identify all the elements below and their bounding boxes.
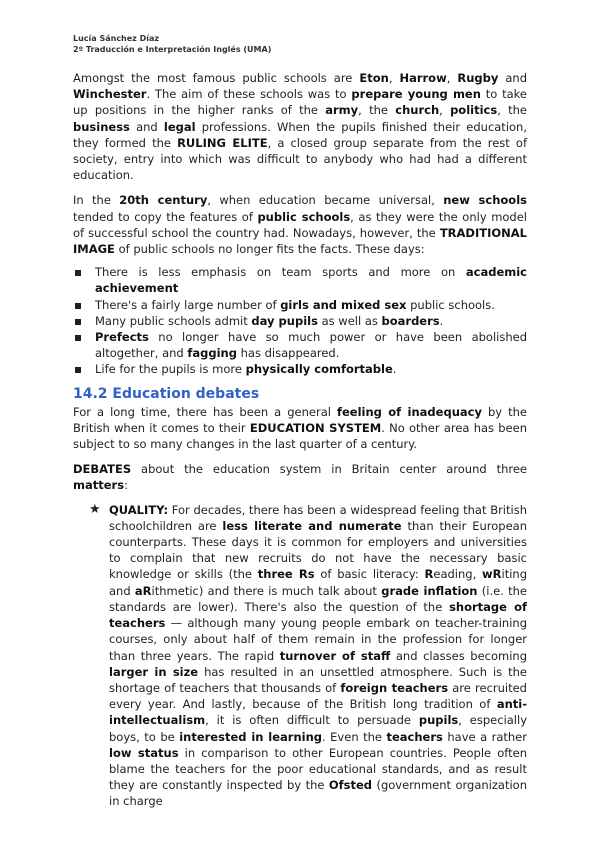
bold-term: Harrow bbox=[399, 71, 447, 85]
square-bullet-icon bbox=[75, 335, 81, 341]
bold-term: low status bbox=[109, 745, 179, 760]
list-item-text: Many public schools admit day pupils as well as boarders. bbox=[95, 313, 444, 328]
list-item-text: Life for the pupils is more physically comfortable. bbox=[95, 362, 397, 377]
star-icon: ★ bbox=[89, 501, 101, 517]
section-heading: 14.2 Education debates bbox=[73, 385, 260, 402]
paragraph-public-schools: Amongst the most famous public schools are Eton, Harrow, Rugby and Winchester. The aim of these schools was to prepare young men to take up positions in the higher ranks of the army, the church, politics, the business and legal professions. When the pupils finished their education, they formed the RULING ELITE, a closed group separate from the rest of society, entry into which was difficult to anybody who had had a different education. bbox=[73, 71, 528, 183]
bold-term: army bbox=[325, 103, 359, 118]
bold-term: politics bbox=[450, 103, 498, 118]
bold-term: Ofsted bbox=[328, 778, 373, 793]
bold-term: physically comfortable bbox=[245, 362, 393, 377]
list-item-text: Prefects no longer have so much power or have been abolished altogether, and fagging has disappeared. bbox=[95, 330, 527, 361]
bold-term: teachers bbox=[386, 729, 443, 744]
bold-term: Rugby bbox=[457, 71, 499, 85]
square-bullet-icon bbox=[75, 303, 81, 309]
bold-term: church bbox=[395, 103, 440, 118]
bold-term: Eton bbox=[359, 71, 389, 85]
bold-term: QUALITY: bbox=[109, 502, 169, 517]
paragraph-20th-century: In the 20th century, when education became universal, new schools tended to copy the features of public schools, as they were the only model of successful school the country had. Nowadays, however, the TRADITIONAL IMAGE of public schools no longer fits the facts. These days: bbox=[73, 193, 528, 257]
bold-term: larger in size bbox=[109, 664, 199, 679]
page-header bbox=[73, 33, 271, 55]
bold-term: prepare young men bbox=[351, 87, 481, 102]
bold-term: RULING ELITE bbox=[177, 135, 268, 150]
author-name: Lucía Sánchez Díaz bbox=[73, 34, 160, 43]
bold-term: Prefects bbox=[95, 330, 149, 345]
bold-term: 20th century bbox=[119, 193, 208, 208]
bold-term: matters bbox=[73, 478, 125, 493]
list-item-text: There is less emphasis on team sports and more on academic achievement bbox=[95, 265, 527, 296]
square-bullet-icon bbox=[75, 367, 81, 373]
bold-term: Winchester bbox=[73, 87, 147, 102]
bold-term: TRADITIONAL IMAGE bbox=[73, 225, 527, 257]
bold-term: R bbox=[424, 567, 434, 582]
bold-term: public schools bbox=[257, 209, 351, 224]
list-item bbox=[73, 297, 527, 313]
bold-term: business bbox=[73, 119, 130, 134]
public-schools-changes-list bbox=[73, 264, 527, 377]
bold-term: interested in learning bbox=[179, 729, 323, 744]
document-body bbox=[73, 70, 527, 810]
list-item bbox=[73, 313, 527, 329]
course-name: 2º Traducción e Interpretación Inglés (UMA) bbox=[73, 45, 272, 54]
bold-term: anti-intellectualism bbox=[109, 697, 527, 728]
bold-term: day pupils bbox=[251, 313, 318, 328]
bold-term: shortage of teachers bbox=[109, 599, 527, 631]
list-item bbox=[73, 264, 527, 296]
bold-term: grade inflation bbox=[381, 583, 478, 598]
quality-item bbox=[73, 502, 527, 810]
list-item bbox=[73, 361, 527, 377]
bold-term: less literate and numerate bbox=[222, 518, 402, 533]
bold-term: DEBATES bbox=[73, 462, 132, 477]
paragraph-debates: DEBATES about the education system in Britain center around three matters: bbox=[73, 462, 527, 493]
bold-term: aR bbox=[134, 583, 152, 598]
bold-term: foreign teachers bbox=[340, 680, 449, 695]
bold-term: new schools bbox=[443, 193, 527, 208]
bold-term: wR bbox=[482, 567, 502, 582]
bold-term: feeling of inadequacy bbox=[336, 404, 482, 419]
list-item bbox=[73, 329, 527, 361]
bold-term: girls and mixed sex bbox=[280, 297, 407, 312]
bold-term: pupils bbox=[418, 713, 459, 728]
bold-term: academic achievement bbox=[95, 265, 527, 296]
bold-term: boarders bbox=[381, 313, 440, 328]
list-item-text: There's a fairly large number of girls and mixed sex public schools. bbox=[95, 297, 495, 312]
quality-text: QUALITY: For decades, there has been a widespread feeling that British schoolchildren are less literate and numerate than their European counterparts. These days it is common for employers and universities to complain that new recruits do not have the necessary basic knowledge or skills (the three Rs of basic literacy: Reading, wRiting and aRithmetic) and there is much talk about grade inflation (i.e. the standards are lower). There's also the question of the shortage of teachers — although many young people embark on teacher-training courses, only about half of them remain in the profession for longer than three years. The rapid turnover of staff and classes becoming larger in size has resulted in an unsettled atmosphere. Such is the shortage of teachers that thousands of foreign teachers are recruited every year. And lastly, because of the British long tradition of anti-intellectualism, it is often difficult to persuade pupils, especially boys, to be interested in learning. Even the teachers have a rather low status in comparison to other European countries. People often blame the teachers for the poor educational standards, and as result they are constantly inspected by the Ofsted (government organization in charge bbox=[109, 502, 528, 809]
square-bullet-icon bbox=[75, 270, 81, 276]
bold-term: EDUCATION SYSTEM bbox=[249, 420, 382, 435]
square-bullet-icon bbox=[75, 319, 81, 325]
bold-term: fagging bbox=[187, 346, 237, 361]
paragraph-inadequacy: For a long time, there has been a general feeling of inadequacy by the British when it comes to their EDUCATION SYSTEM. No other area has been subject to so many changes in the last quarter of a century. bbox=[73, 404, 528, 452]
bold-term: three Rs bbox=[257, 567, 315, 582]
bold-term: legal bbox=[163, 119, 196, 134]
bold-term: turnover of staff bbox=[279, 648, 391, 663]
